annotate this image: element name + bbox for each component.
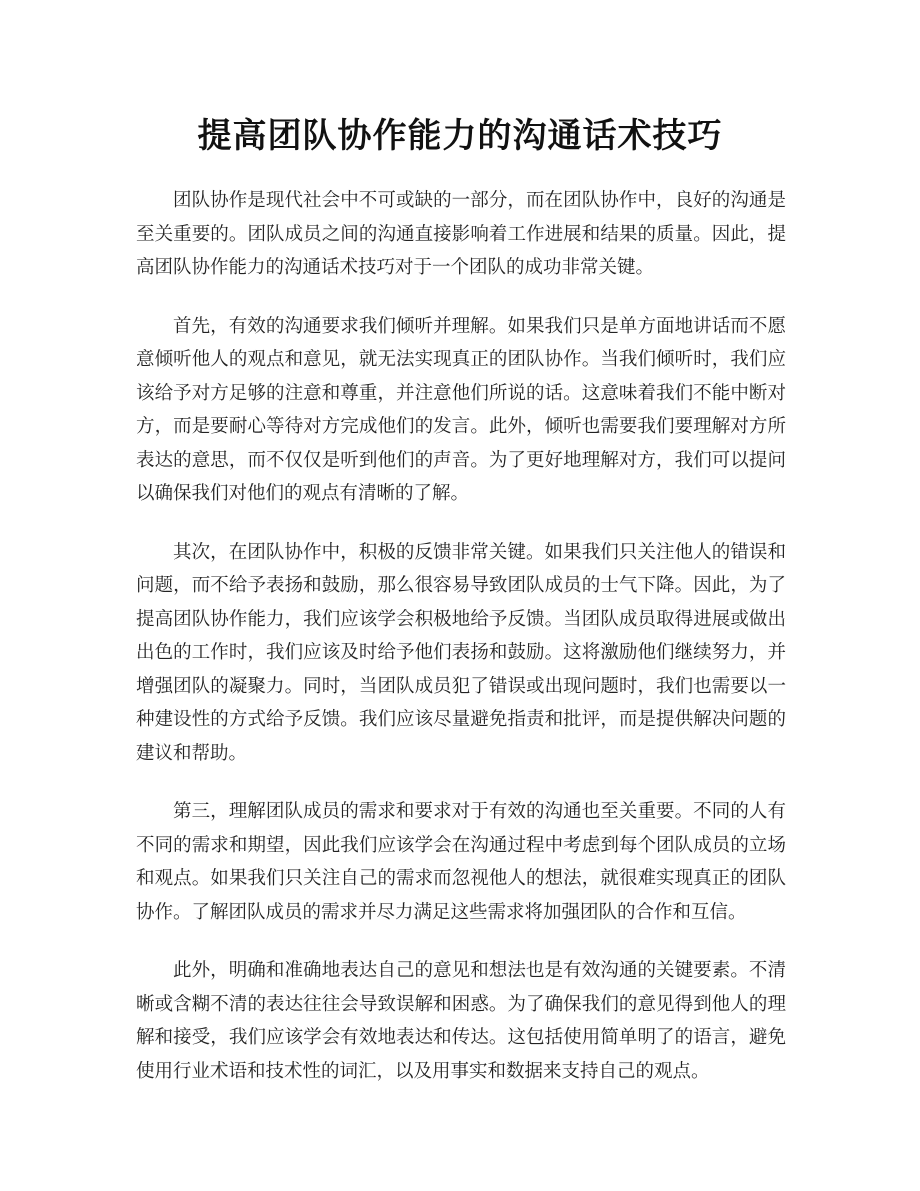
paragraph-intro: 团队协作是现代社会中不可或缺的一部分，而在团队协作中，良好的沟通是至关重要的。团队成员之间的沟通直接影响着工作进展和结果的质量。因此，提高团队协作能力的沟通话术技巧对于一个团队的成功非常关键。 bbox=[136, 190, 786, 278]
paragraph-expression: 此外，明确和准确地表达自己的意见和想法也是有效沟通的关键要素。不清晰或含糊不清的表达往往会导致误解和困惑。为了确保我们的意见得到他人的理解和接受，我们应该学会有效地表达和传达。这包括使用简单明了的语言，避免使用行业术语和技术性的词汇，以及用事实和数据来支持自己的观点。 bbox=[136, 960, 786, 1082]
paragraph-feedback: 其次，在团队协作中，积极的反馈非常关键。如果我们只关注他人的错误和问题，而不给予表扬和鼓励，那么很容易导致团队成员的士气下降。因此，为了提高团队协作能力，我们应该学会积极地给予反馈。当团队成员取得进展或做出出色的工作时，我们应该及时给予他们表扬和鼓励。这将激励他们继续努力，并增强团队的凝聚力。同时，当团队成员犯了错误或出现问题时，我们也需要以一种建设性的方式给予反馈。我们应该尽量避免指责和批评，而是提供解决问题的建议和帮助。 bbox=[136, 541, 786, 764]
document-title: 提高团队协作能力的沟通话术技巧 bbox=[197, 116, 723, 156]
paragraph-listening: 首先，有效的沟通要求我们倾听并理解。如果我们只是单方面地讲话而不愿意倾听他人的观点和意见，就无法实现真正的团队协作。当我们倾听时，我们应该给予对方足够的注意和尊重，并注意他们所说的话。这意味着我们不能中断对方，而是要耐心等待对方完成他们的发言。此外，倾听也需要我们要理解对方所表达的意思，而不仅仅是听到他们的声音。为了更好地理解对方，我们可以提问以确保我们对他们的观点有清晰的了解。 bbox=[136, 315, 786, 504]
paragraph-needs: 第三，理解团队成员的需求和要求对于有效的沟通也至关重要。不同的人有不同的需求和期望，因此我们应该学会在沟通过程中考虑到每个团队成员的立场和观点。如果我们只关注自己的需求而忽视他人的想法，就很难实现真正的团队协作。了解团队成员的需求并尽力满足这些需求将加强团队的合作和互信。 bbox=[136, 801, 786, 923]
document-body bbox=[136, 184, 786, 1113]
